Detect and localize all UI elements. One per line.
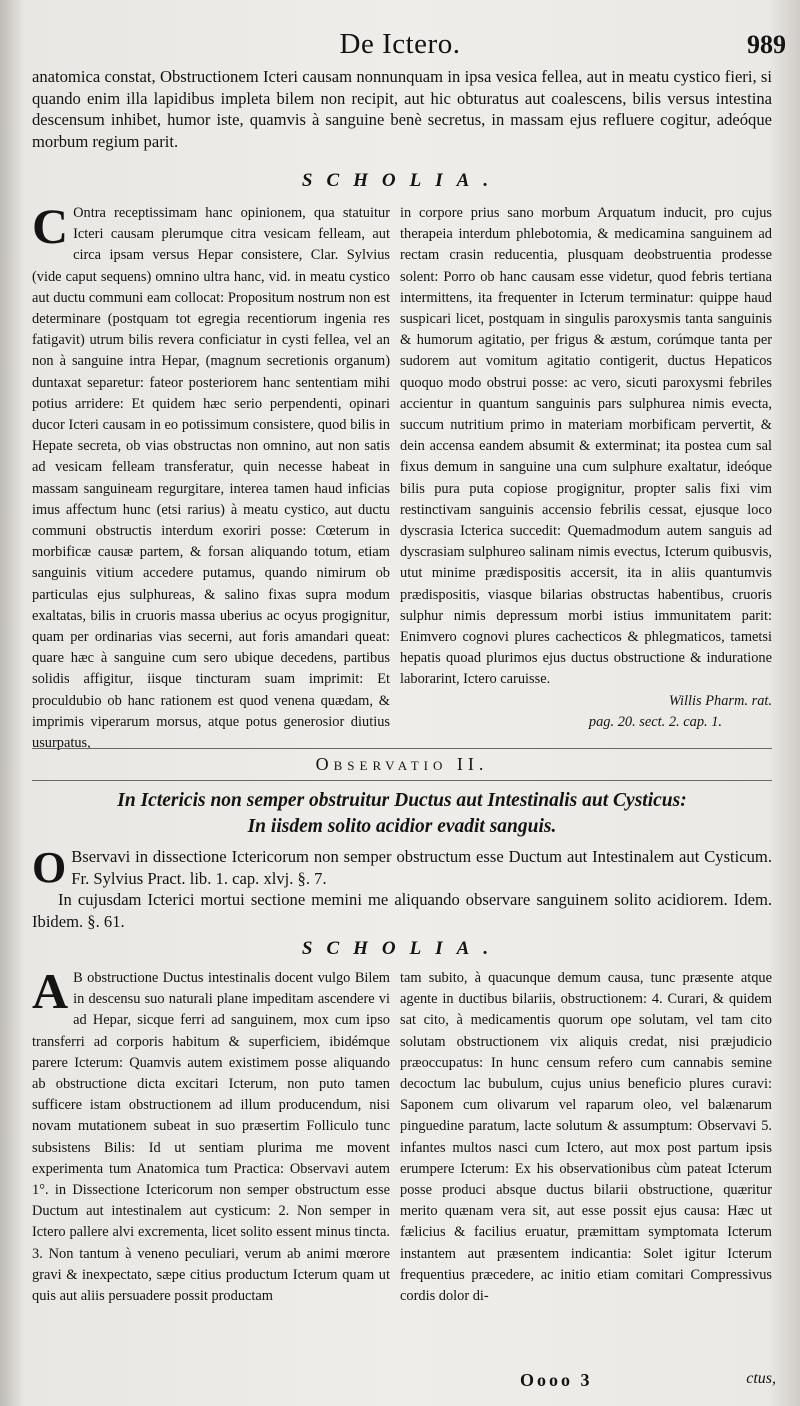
signature-mark: Oooo 3 (520, 1370, 593, 1390)
observatio-subtitle: In Ictericis non semper obstruitur Ductus aut Intestinalis aut Cysticus: (117, 790, 687, 811)
scholia-2-left-column (32, 963, 390, 1307)
scholia-1-left-text: Ontra receptissimam hanc opinionem, qua statuitur Icteri causam plerumque citra vesicam felleam, aut circa ipsam versus Hepar consistere, Clar. Sylvius (vide caput sequens) omnino ultra hanc, vid. in meatu cystico aut ductu communi eam collocat: Propositum nostrum non est determinare (postquam tot egregia recentiorum ingenia res fatigavit) utrum bilis revera conficiatur in cysti fellea, vel an non à sanguine intra Hepar, (magnum secretionis organum) duntaxat separetur: fateor posteriorem hanc sententiam mihi potius arridere: Et quidem hæc serio perpendenti, opinari ducor Icteri causam in eo potissimum consistere, quod bilis in Hepate secreta, ob vias obstructas non omnino, aut non satis ad vesicam felleam transferatur, quin necesse habeat in massam sanguineam regurgitare, interea tamen haud inficias imus affectum hunc (etsi rarius) à meatu cystico, aut ductu communi obstructis interdum exoriri posse: Cœterum in morbificæ causæ partem, & forsan aliquando totum, etiam sanguinis vitium accedere putamus, quando nimirum ob particulas ejus sulphureas, & salino fixas supra modum exaltatas, bilis in cruoris massa uberius ac ocyus progignitur, quam per ordinarias vias secerni, aut foris amandari queat: quare hæc à sanguine cum sero ubique decedens, partibus solidis affigitur, iisque tincturam suam imprimit: Et proculdubio ob hanc rationem est quod venena quædam, & imprimis viperarum morsus, atque potus generosior diutius usurpatus, (32, 205, 390, 752)
drop-cap: A (32, 963, 69, 1019)
opening-paragraph: anatomica constat, Obstructionem Icteri causam nonnunquam in ipsa vesica fellea, aut in meatu cystico fieri, si quando enim illa lapidibus impleta bilem non recipit, aut hic obturatus aut coalescens, bilis versus intestina descensum inhibet, humor iste, quamvis à sanguine benè secretus, in massam ejus refluere cogitur, adeóque morbum regium parit. (32, 67, 772, 151)
observatio-subtitle-block (32, 788, 772, 840)
citation-line: pag. 20. sect. 2. cap. 1. (588, 713, 722, 730)
scholia-2-right-text: tam subito, à quacunque demum causa, tunc præsente atque agente in ductibus bilariis, obstructionem: 4. Curari, & quidem sat cito, à medicamentis quorum ope solutam, vel tam cito solutam obstructionem vix aliquis credat, nisi præjudicio præoccupatus: In hunc censum refero cum cannabis semine decoctum lac bubulum, cujus unius beneficio plures curavi: Saponem cum olivarum vel raparum oleo, vel balænarum pinguedine paratum, lacte solutum & assumptum: Observavi 5. infantes multos nasci cum Ictero, aut mox post partum ipsis erumpere Icterum: Ex his observationibus cùm pateat Icterum posse produci absque ductus bilarii obstructione, quæritur merito quænam vera sit, aut esse possit ejus causa: Hæc ut fælicius & facilius eruatur, præmittam symptomata Icterum instantem aut præsentem indicantia: Solet igitur Icterum frequentius præcedere, ac initio etiam comitari Compressivus cordis dolor di- (400, 970, 772, 1305)
observatio-text: Bservavi in dissectione Ictericorum non semper obstructum esse Ductum aut Intestinalem aut Cysticum. Fr. Sylvius Pract. lib. 1. cap. xlvj. §. 7. (71, 847, 772, 888)
drop-cap: O (32, 843, 67, 892)
observatio-block (32, 754, 772, 775)
scholia-1-right-text: in corpore prius sano morbum Arquatum inducit, pro cujus therapeia interdum phlebotomia, & medicamina sanguinem ad rectam crasin reducentia, plusquam deobstruentia prodesse solent: Porro ob hanc causam esse videtur, quod febris tertiana intermittens, ita frequenter in Icterum terminatur: quippe haud suspicari licet, postquam in singulis paroxysmis tanta sanguinis & humorum agitatio, per frigus & æstum, corúmque tanta per sudorem aut vomitum agitatio contigerit, ductus Hepaticos quoquo modo obstrui posse: ac vero, sicuti paroxysmi febriles accientur in quantum sanguinis pars sulphurea nimis evecta, succum nutritium primo in materiam morbificam pervertit, & dein accensa eandem absumit & exterminat; ita postea cum sal fixus demum in sanguine una cum sulphure exaltatur, ideóque bilis pura puta copiose progignitur, propter salis fixi vim restinctivam sanguinis accensio febrilis cessat, ejusque loco dyscrasia Icterica succedit: Quemadmodum autem sanguis ad dyscrasiam sulphureo salinam nimis evectus, Icterum quibusvis, utut minime prædispositis accersit, ita in aliis quantumvis prædispositis, viasque bilarias obstructas habentibus, cruoris sulphur nimis depressum morbi istius immunitatem parit: Enimvero cognovi plures cachecticos & phlegmaticos, tametsi hepatis quoad plurimos ejus ductus obstructione & induratione laborarint, Ictero caruisse. (400, 205, 772, 688)
observatio-title: Observatio II. (315, 754, 489, 774)
scholia-heading: SCHOLIA. (301, 938, 503, 959)
section-divider (32, 748, 772, 749)
opening-paragraph-block (32, 66, 772, 152)
page-number: 989 (747, 30, 786, 59)
page-title: De Ictero. (339, 28, 461, 60)
drop-cap: C (32, 198, 69, 254)
observatio-subtitle: In iisdem solito acidior evadit sanguis. (247, 816, 557, 837)
citation-line: Willis Pharm. rat. (668, 692, 772, 709)
section-divider (32, 780, 772, 781)
observatio-body (32, 843, 772, 932)
scholia-heading: SCHOLIA. (301, 170, 503, 191)
observatio-text: In cujusdam Icterici mortui sectione memini me aliquando observare sanguinem solito acidiorem. Idem. Ibidem. §. 61. (32, 890, 772, 931)
running-head (0, 28, 800, 68)
scholia-2-left-text: B obstructione Ductus intestinalis docent vulgo Bilem in descensu suo naturali plane impeditam ascendere vi ad Hepar, sicque ferri ad sanguinem, mox cum ipso transferri ad corporis habitum & superficiem, ibidémque parere Icterum: Quamvis autem existimem posse aliquando ab obstructione dicta excitari Icterum, non puto tamen sufficere istam obstructionem ad illum producendum, nisi novam mutationem subeat in suo præsertim Folliculo tunc subsistens Bilis: Id ut sentiam plurima me movent experimenta tum Anatomica tum Practica: Observavi autem 1°. in Dissectione Ictericorum non semper obstructum esse Ductum aut intestinalem aut cysticum: 2. Non semper in Ictero pallere alvi excrementa, licet solito essent minus tincta. 3. Non tantum à veneno peculiari, verum ab animi mœrore gravi & inexpectato, sæpe citius productum Icterum quam ut quis aut aliis persuadere possit productam (32, 970, 390, 1305)
scholia-heading-1-block (32, 170, 772, 192)
scholia-1-right-column (400, 203, 772, 733)
catchword: ctus, (746, 1370, 776, 1387)
scholia-heading-2-block (32, 938, 772, 960)
scholia-2-right-column (400, 968, 772, 1307)
scholia-1-left-column (32, 198, 390, 754)
